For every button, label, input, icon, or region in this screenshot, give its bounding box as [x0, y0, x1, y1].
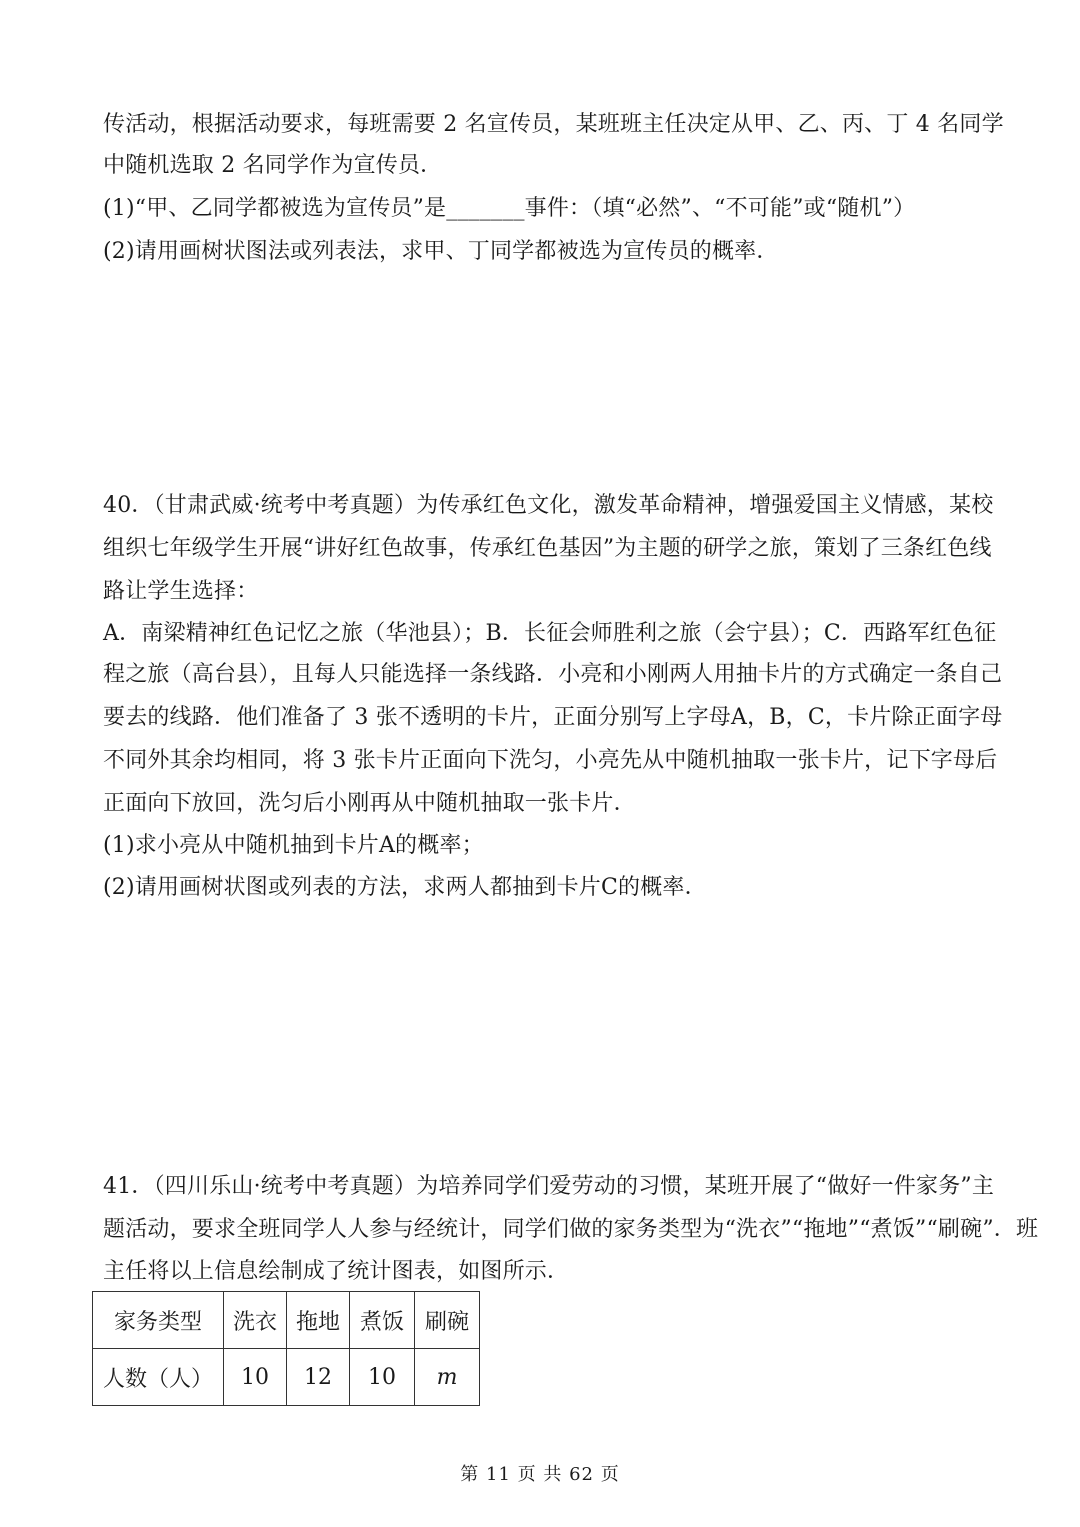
table-header-cell: 洗衣	[224, 1292, 287, 1349]
q41-line-3: 主任将以上信息绘制成了统计图表，如图所示．	[103, 1259, 570, 1284]
q41-line-2: 题活动，要求全班同学人人参与经统计，同学们做的家务类型为“洗衣”“拖地”“煮饭”“刷碗”．班	[103, 1217, 1039, 1242]
table-cell: 12	[287, 1349, 350, 1406]
q40-part-2: (2)请用画树状图或列表的方法，求两人都抽到卡片C的概率．	[103, 875, 707, 900]
q40-line-3: 路让学生选择：	[103, 579, 259, 604]
q39-part-1: (1)“甲、乙同学都被选为宣传员”是_______事件：（填“必然”、“不可能”或“随机”）	[103, 196, 916, 221]
q40-line-1: 40．（甘肃武威·统考中考真题）为传承红色文化，激发革命精神，增强爱国主义情感，某校	[103, 493, 994, 518]
q40-line-7: 不同外其余均相同，将 3 张卡片正面向下洗匀，小亮先从中随机抽取一张卡片，记下字母后	[103, 748, 998, 773]
page-number-footer: 第 11 页 共 62 页	[460, 1464, 620, 1485]
chores-table	[92, 1291, 480, 1406]
q40-line-6: 要去的线路．他们准备了 3 张不透明的卡片，正面分别写上字母A，B，C，卡片除正面字母	[103, 705, 1003, 730]
table-header-cell: 拖地	[287, 1292, 350, 1349]
table-row	[93, 1349, 480, 1406]
table-cell: 10	[224, 1349, 287, 1406]
q40-line-2: 组织七年级学生开展“讲好红色故事，传承红色基因”为主题的研学之旅，策划了三条红色线	[103, 536, 992, 561]
q40-line-8: 正面向下放回，洗匀后小刚再从中随机抽取一张卡片．	[103, 791, 636, 816]
table-header-cell: 煮饭	[350, 1292, 415, 1349]
table-cell: 人数（人）	[93, 1349, 224, 1406]
table-header-cell: 家务类型	[93, 1292, 224, 1349]
q40-line-4: A．南梁精神红色记忆之旅（华池县）；B．长征会师胜利之旅（会宁县）；C．西路军红色征	[103, 621, 997, 646]
q39-part-2: (2)请用画树状图法或列表法，求甲、丁同学都被选为宣传员的概率．	[103, 239, 779, 264]
q40-line-5: 程之旅（高台县），且每人只能选择一条线路．小亮和小刚两人用抽卡片的方式确定一条自己	[103, 662, 1003, 687]
q40-part-1: (1)求小亮从中随机抽到卡片A的概率；	[103, 833, 484, 858]
table-row	[93, 1292, 480, 1349]
table-header-cell: 刷碗	[415, 1292, 480, 1349]
table-cell: m	[415, 1349, 480, 1406]
q41-line-1: 41．（四川乐山·统考中考真题）为培养同学们爱劳动的习惯，某班开展了“做好一件家务”主	[103, 1174, 995, 1199]
table-cell: 10	[350, 1349, 415, 1406]
q39-line-2: 中随机选取 2 名同学作为宣传员．	[103, 153, 443, 178]
q39-line-1: 传活动，根据活动要求，每班需要 2 名宣传员，某班班主任决定从甲、乙、丙、丁 4 名同学	[103, 112, 1004, 137]
